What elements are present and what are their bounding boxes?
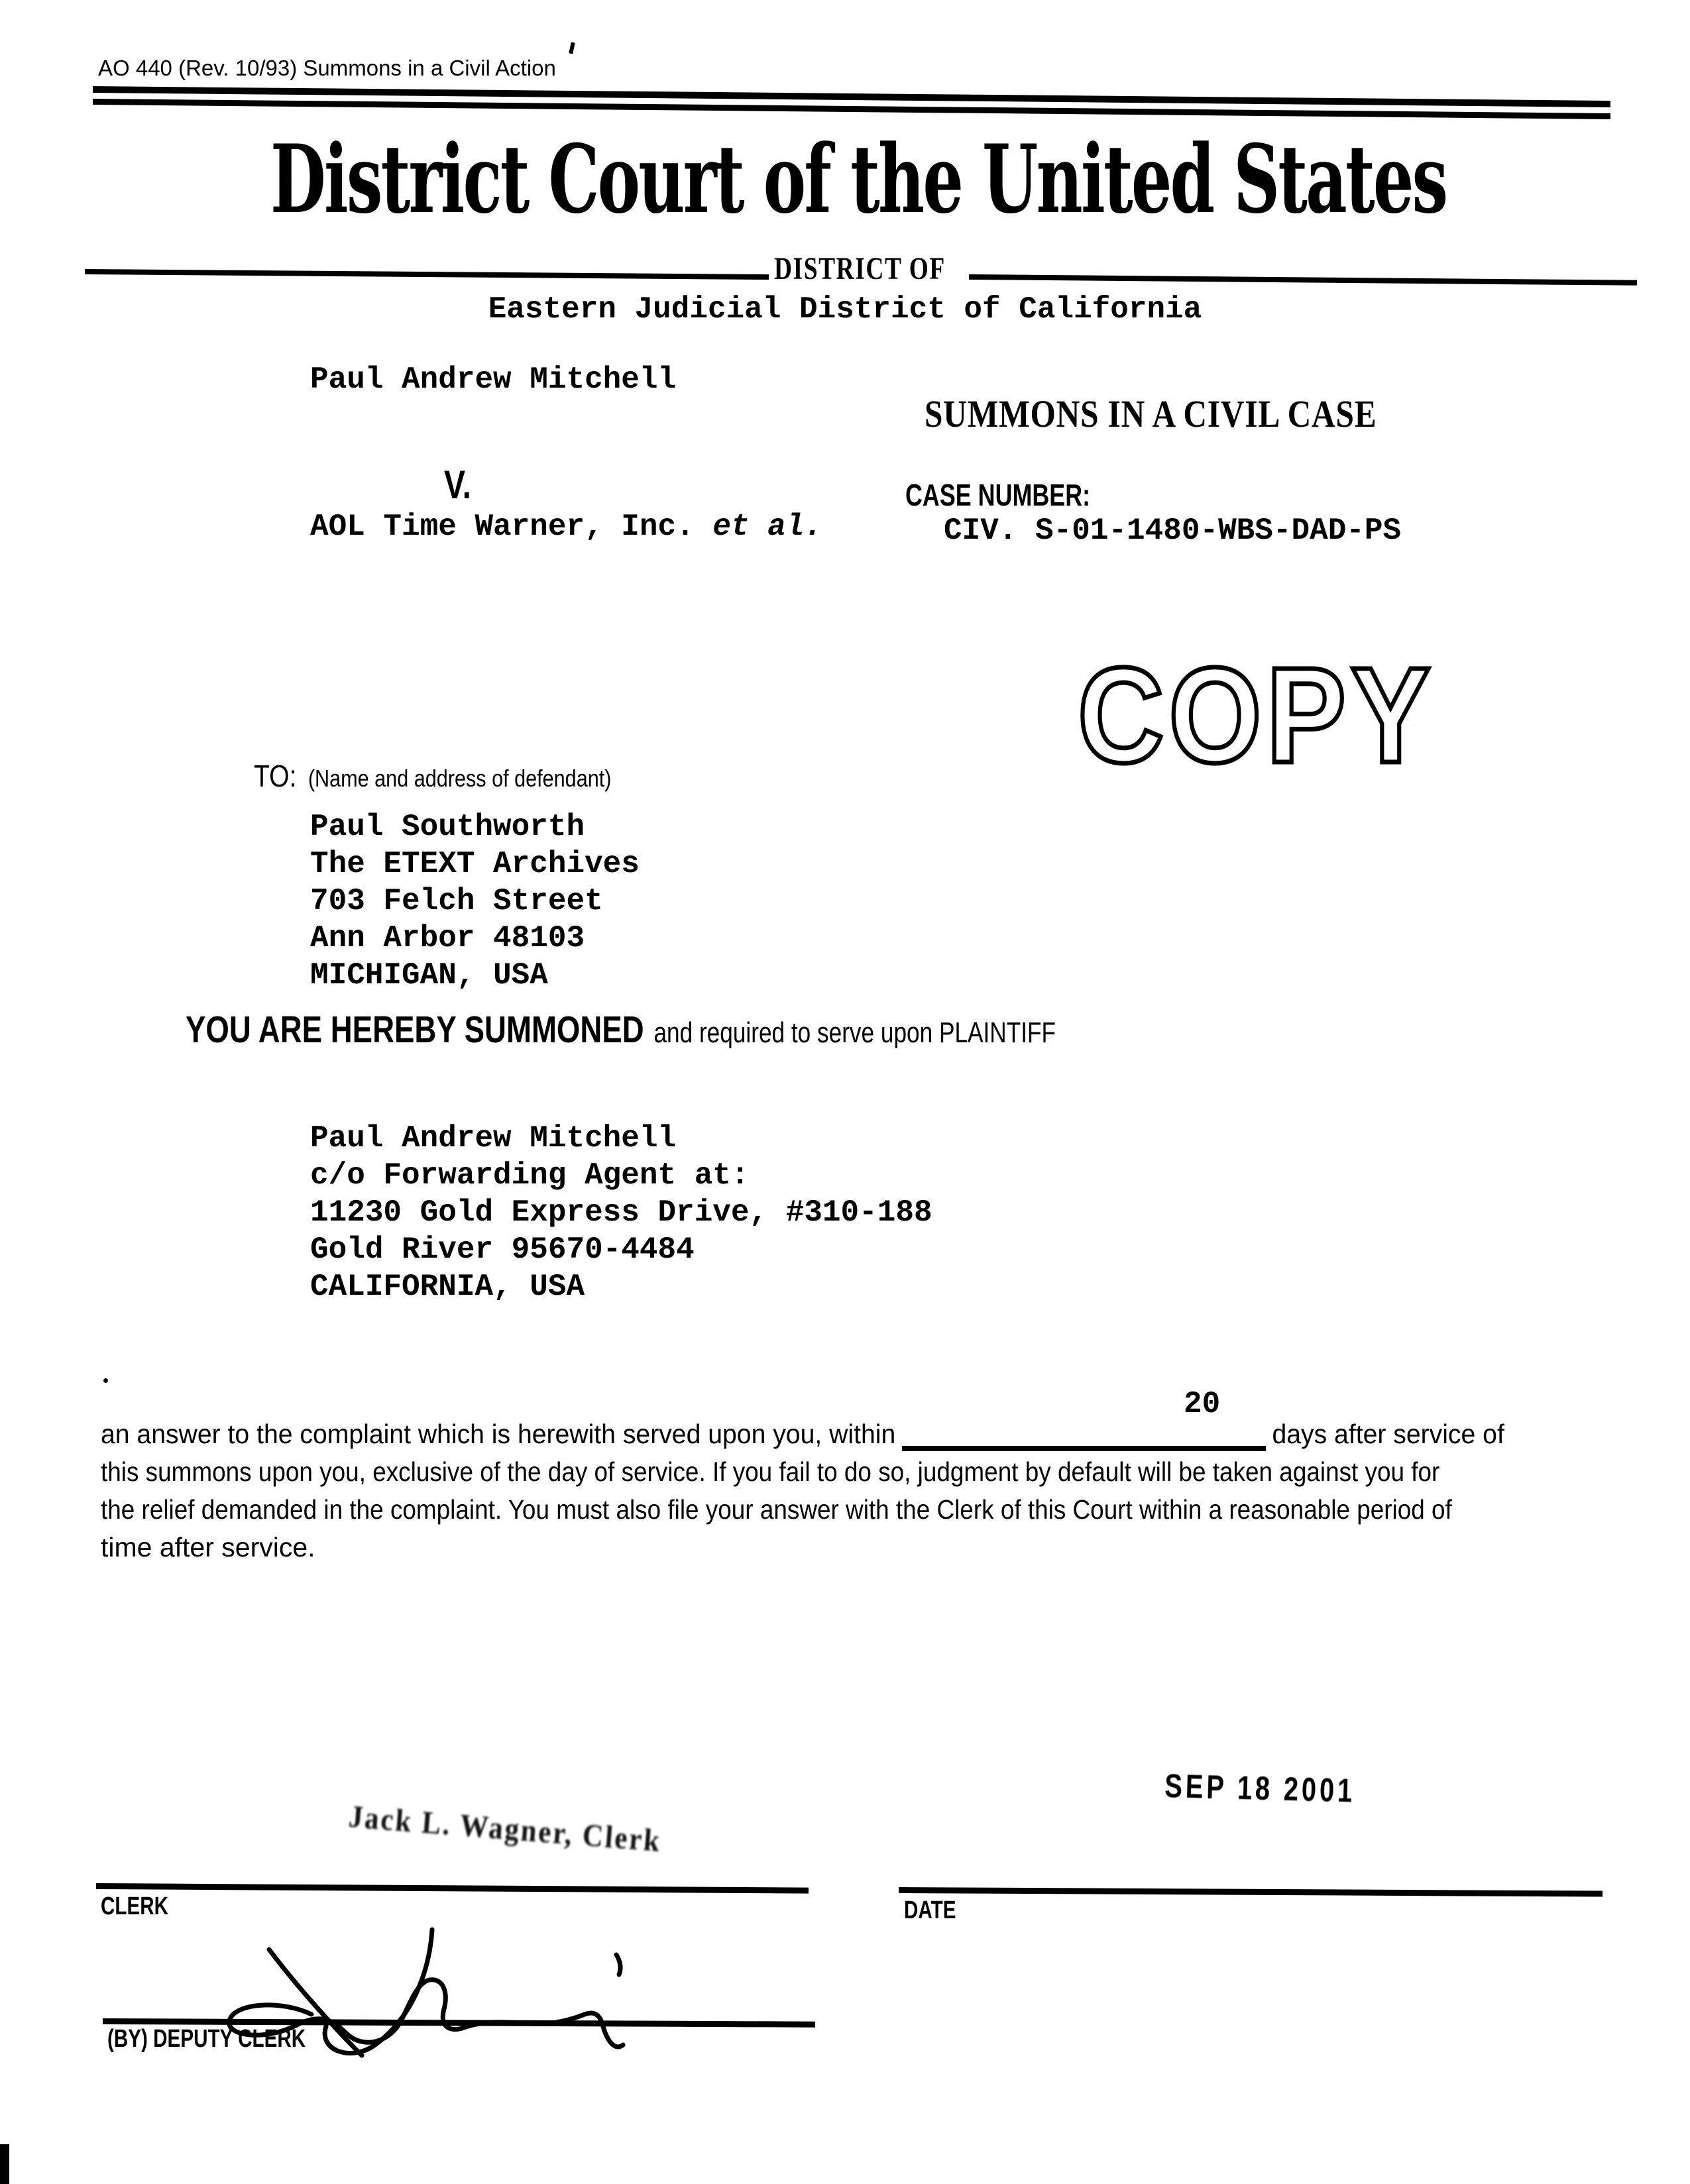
clerk-label: CLERK	[101, 1892, 169, 1920]
defendant-address-line: Paul Southworth	[310, 810, 585, 844]
defendant-address-line: Ann Arbor 48103	[310, 921, 585, 956]
district-of-label: DISTRICT OF	[774, 251, 946, 286]
plaintiff-name: Paul Andrew Mitchell	[310, 362, 677, 397]
body-line-4: time after service.	[101, 1532, 315, 1562]
to-hint: (Name and address of defendant)	[308, 765, 612, 792]
defendant-name: AOL Time Warner, Inc.	[310, 510, 695, 544]
clerk-name-stamp: Jack L. Wagner, Clerk	[347, 1799, 663, 1859]
date-label: DATE	[904, 1896, 956, 1924]
date-stamp: SEP 18 2001	[1164, 1767, 1356, 1810]
plaintiff-address-line: CALIFORNIA, USA	[310, 1270, 585, 1304]
scan-speck-tick	[569, 42, 575, 54]
case-number-value: CIV. S-01-1480-WBS-DAD-PS	[944, 514, 1402, 548]
summons-heading: SUMMONS IN A CIVIL CASE	[925, 392, 1377, 435]
plaintiff-address-line: 11230 Gold Express Drive, #310-188	[310, 1195, 932, 1230]
case-number-label: CASE NUMBER:	[905, 478, 1091, 512]
deputy-clerk-label: (BY) DEPUTY CLERK	[107, 2025, 306, 2053]
defendant-address-block	[310, 808, 640, 994]
district-rule-left	[85, 269, 769, 280]
defendant-address-line: The ETEXT Archives	[310, 847, 640, 881]
body-line-1-pre: an answer to the complaint which is herewith served upon you, within	[101, 1419, 896, 1449]
days-value: 20	[1184, 1387, 1221, 1421]
plaintiff-address-line: c/o Forwarding Agent at:	[310, 1158, 750, 1193]
defendant-address-line: MICHIGAN, USA	[310, 958, 548, 993]
summoned-line	[186, 1011, 1056, 1049]
body-line-2: this summons upon you, exclusive of the day of service. If you fail to do so, judgment by default will be taken against you for	[101, 1456, 1440, 1487]
plaintiff-address-line: Paul Andrew Mitchell	[310, 1121, 677, 1156]
body-line-1-post: days after service of	[1272, 1419, 1504, 1449]
scan-speck-dot	[103, 1378, 108, 1383]
versus-label: V.	[444, 463, 471, 507]
district-name: Eastern Judicial District of California	[488, 292, 1202, 327]
copy-stamp	[1078, 649, 1449, 802]
summoned-bold-text: YOU ARE HEREBY SUMMONED	[186, 1009, 644, 1051]
defendant-address-line: 703 Felch Street	[310, 884, 603, 918]
defendant-etal: et al.	[712, 510, 822, 544]
answer-days-blank-line	[902, 1422, 1266, 1451]
to-label: TO:	[254, 759, 297, 793]
page-edge-artifact	[0, 2144, 9, 2184]
body-line-1	[101, 1421, 1504, 1451]
clerk-signature-line	[96, 1883, 809, 1894]
court-title: District Court of the United States	[270, 125, 1447, 235]
copy-stamp-text: COPY	[1078, 649, 1436, 791]
defendant-name-line	[310, 512, 822, 542]
body-line-3: the relief demanded in the complaint. You must also file your answer with the Clerk of this Court within a reasonable period of	[101, 1494, 1452, 1525]
form-number-header: AO 440 (Rev. 10/93) Summons in a Civil Action	[98, 56, 556, 80]
plaintiff-address-line: Gold River 95670-4484	[310, 1232, 695, 1267]
plaintiff-address-block	[310, 1120, 932, 1305]
summoned-tail-text: and required to serve upon PLAINTIFF	[653, 1016, 1056, 1049]
district-rule-right	[969, 274, 1637, 286]
date-line	[899, 1887, 1603, 1897]
to-row	[254, 761, 611, 791]
